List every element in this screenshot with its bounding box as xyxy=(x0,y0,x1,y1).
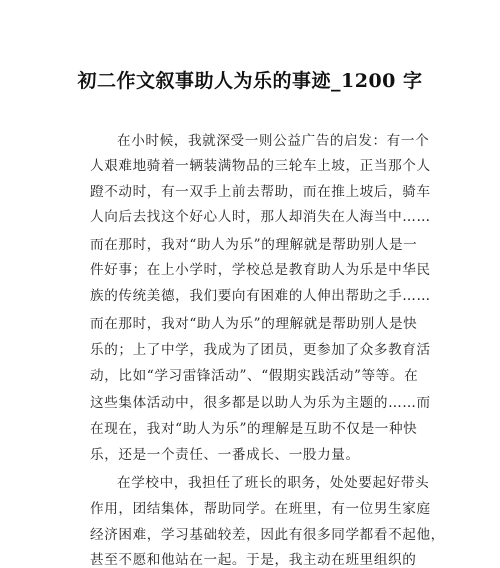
paragraph-line: 在现在，我对“助人为乐”的理解是互助不仅是一种快 xyxy=(90,421,418,437)
paragraph-line: 族的传统美德，我们要向有困难的人伸出帮助之手…… xyxy=(90,288,431,304)
paragraph-line: 乐的；上了中学，我成为了团员，更参加了众多教育活 xyxy=(90,342,431,358)
paragraph-line: 件好事；在上小学时，学校总是教育助人为乐是中华民 xyxy=(90,262,431,278)
paragraph-line: 人向后去找这个好心人时，那人却消失在人海当中…… xyxy=(90,209,431,225)
paragraph-line: 甚至不愿和他站在一起。于是，我主动在班里组织的 xyxy=(90,552,417,568)
paragraph-line: 这些集体活动中，很多都是以助人为乐为主题的……而 xyxy=(90,395,431,411)
paragraph-line: 而在那时，我对“助人为乐”的理解就是帮助别人是一 xyxy=(90,237,418,253)
paragraph-line: 动，比如“学习雷锋活动”、“假期实践活动”等等。在 xyxy=(90,368,419,384)
paragraph-line: 在学校中，我担任了班长的职务，处处要起好带头 xyxy=(117,475,430,491)
paragraph-line: 乐，还是一个责任、一番成长、一股力量。 xyxy=(90,447,360,463)
document-title: 初二作文叙事助人为乐的事迹_1200 字 xyxy=(77,70,423,92)
paragraph-line: 而在那时，我对“助人为乐”的理解就是帮助别人是快 xyxy=(90,316,418,332)
paragraph-line: 作用，团结集体，帮助同学。在班里，有一位男生家庭 xyxy=(90,501,431,517)
paragraph-line: 在小时候，我就深受一则公益广告的启发：有一个 xyxy=(117,133,430,149)
paragraph-line: 经济困难，学习基础较差，因此有很多同学都看不起他， xyxy=(90,527,445,543)
paragraph-line: 人艰难地骑着一辆装满物品的三轮车上坡，正当那个人 xyxy=(90,158,431,174)
paragraph-line: 蹬不动时，有一双手上前去帮助，而在推上坡后，骑车 xyxy=(90,184,431,200)
